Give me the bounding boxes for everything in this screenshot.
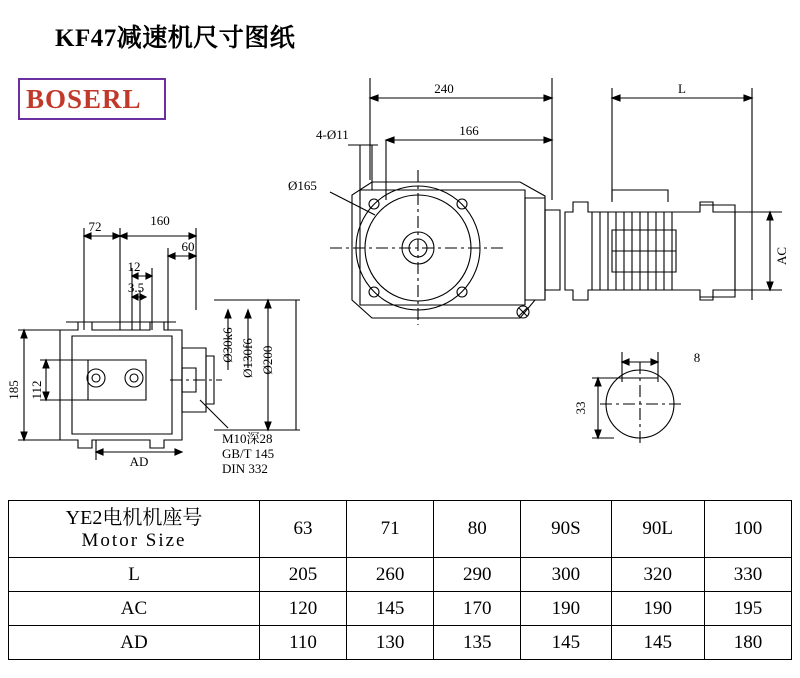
table-cell: 205 xyxy=(260,558,347,592)
spec-table xyxy=(8,500,792,660)
table-cell: 145 xyxy=(347,592,434,626)
motor-size-cell: 63 xyxy=(260,501,347,558)
motor-size-header-en: Motor Size xyxy=(81,529,187,551)
table-row xyxy=(9,626,792,660)
table-cell: 195 xyxy=(704,592,791,626)
dim-AC: AC xyxy=(774,246,789,266)
table-cell: 120 xyxy=(260,592,347,626)
table-cell: 145 xyxy=(611,626,704,660)
note-gbt145: GB/T 145 xyxy=(222,446,275,461)
table-cell: 145 xyxy=(521,626,611,660)
dim-d130f6: Ø130f6 xyxy=(240,338,255,378)
table-cell: 300 xyxy=(521,558,611,592)
dim-72: 72 xyxy=(88,219,102,234)
motor-size-header xyxy=(9,501,260,558)
logo-text: BOSERL xyxy=(26,84,142,114)
table-cell: 290 xyxy=(434,558,521,592)
table-row xyxy=(9,558,792,592)
row-label: L xyxy=(9,558,260,592)
motor-size-cell: 90L xyxy=(611,501,704,558)
dim-key-33: 33 xyxy=(573,401,588,415)
page-title: KF47减速机尺寸图纸 xyxy=(55,25,296,52)
dim-d165: Ø165 xyxy=(288,178,317,193)
dim-d30k6: Ø30k6 xyxy=(220,327,235,363)
dim-240: 240 xyxy=(434,81,454,96)
dim-60: 60 xyxy=(181,239,195,254)
dim-3-5: 3.5 xyxy=(127,280,145,295)
table-cell: 180 xyxy=(704,626,791,660)
row-label: AD xyxy=(9,626,260,660)
dim-185: 185 xyxy=(6,380,21,400)
motor-size-cell: 90S xyxy=(521,501,611,558)
table-cell: 190 xyxy=(611,592,704,626)
table-cell: 170 xyxy=(434,592,521,626)
table-header-row xyxy=(9,501,792,558)
row-label: AC xyxy=(9,592,260,626)
table-cell: 130 xyxy=(347,626,434,660)
table-cell: 330 xyxy=(704,558,791,592)
dim-160: 160 xyxy=(150,213,170,228)
table-cell: 260 xyxy=(347,558,434,592)
table-row xyxy=(9,592,792,626)
table-cell: 110 xyxy=(260,626,347,660)
table-cell: 320 xyxy=(611,558,704,592)
table-cell: 190 xyxy=(521,592,611,626)
dim-4xd11: 4-Ø11 xyxy=(316,127,349,142)
dim-112: 112 xyxy=(29,380,44,400)
dim-12: 12 xyxy=(127,259,141,274)
motor-size-cell: 71 xyxy=(347,501,434,558)
dim-L: L xyxy=(678,81,686,96)
dim-AD: AD xyxy=(129,454,149,469)
motor-size-cell: 80 xyxy=(434,501,521,558)
note-m10: M10深28 xyxy=(222,431,273,446)
dim-166: 166 xyxy=(459,123,479,138)
dim-key-8: 8 xyxy=(693,350,701,365)
motor-size-cell: 100 xyxy=(704,501,791,558)
motor-size-header-cn: YE2电机机座号 xyxy=(65,506,203,529)
note-din332: DIN 332 xyxy=(222,461,268,476)
dim-d200: Ø200 xyxy=(260,345,275,375)
table-cell: 135 xyxy=(434,626,521,660)
